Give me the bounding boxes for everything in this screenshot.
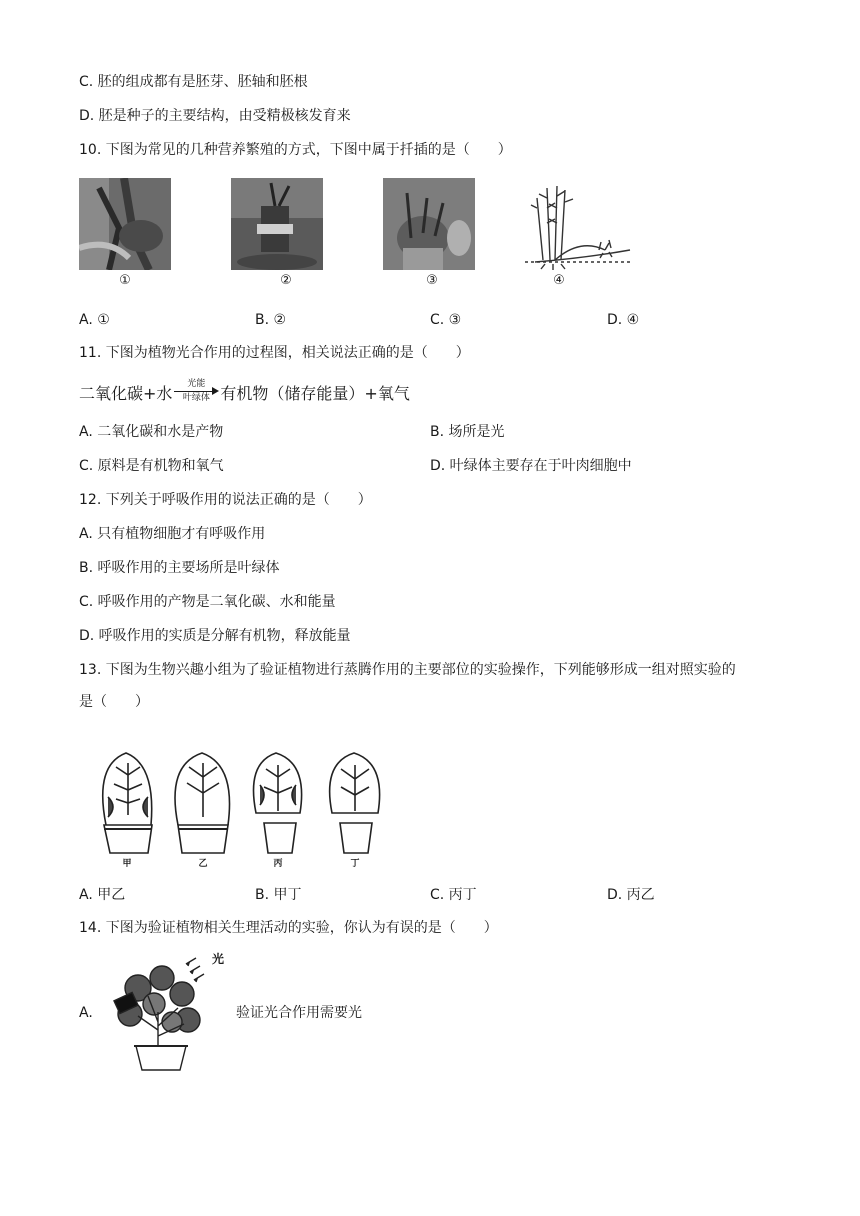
equation-arrow [174, 380, 218, 404]
q11-option-d[interactable]: D. 叶绿体主要存在于叶肉细胞中 [430, 458, 632, 474]
q10-option-a[interactable]: A. ① [79, 312, 110, 328]
propagation-photo-3 [383, 178, 475, 270]
q13-stem-line1: 13. 下图为生物兴趣小组为了验证植物进行蒸腾作用的主要部位的实验操作，下列能够形成一组对照实验的 [79, 662, 736, 678]
q10-caption-1: ① [119, 273, 131, 288]
q13-option-d[interactable]: D. 丙乙 [607, 887, 655, 903]
plant-label-jia: 甲 [122, 859, 132, 869]
q13-option-c[interactable]: C. 丙丁 [430, 887, 477, 903]
q10-caption-3: ③ [426, 273, 438, 288]
q11-option-b[interactable]: B. 场所是光 [430, 424, 505, 440]
q12-option-c[interactable]: C. 呼吸作用的产物是二氧化碳、水和能量 [79, 594, 336, 610]
arrow-condition-light: 光能 [187, 379, 206, 389]
equation-products: 有机物（储存能量）+氧气 [220, 383, 410, 403]
q14-option-a-text[interactable]: 验证光合作用需要光 [236, 1005, 362, 1021]
q10-caption-2: ② [280, 273, 292, 288]
q9-option-d: D. 胚是种子的主要结构，由受精极核发育来 [79, 108, 351, 124]
layering-drawing-4 [525, 178, 631, 270]
q14-stem: 14. 下图为验证植物相关生理活动的实验，你认为有误的是（ ） [79, 920, 498, 936]
light-label: 光 [211, 952, 224, 966]
q12-option-a[interactable]: A. 只有植物细胞才有呼吸作用 [79, 526, 266, 542]
q10-stem: 10. 下图为常见的几种营养繁殖的方式，下图中属于扦插的是（ ） [79, 142, 512, 158]
q10-option-c[interactable]: C. ③ [430, 312, 462, 328]
q10-option-b[interactable]: B. ② [255, 312, 287, 328]
transpiration-experiment-figure [96, 745, 396, 867]
q12-option-b[interactable]: B. 呼吸作用的主要场所是叶绿体 [79, 560, 280, 576]
q9-option-c: C. 胚的组成都有是胚芽、胚轴和胚根 [79, 74, 308, 90]
equation-reactants: 二氧化碳+水 [79, 383, 173, 403]
q13-stem-line2: 是（ ） [79, 694, 149, 710]
arrow-condition-chloroplast: 叶绿体 [182, 393, 210, 403]
plant-label-yi: 乙 [198, 859, 208, 869]
potted-plant-light-figure [108, 952, 232, 1074]
q11-option-c[interactable]: C. 原料是有机物和氧气 [79, 458, 224, 474]
plant-label-bing: 丙 [273, 859, 283, 869]
q11-option-a[interactable]: A. 二氧化碳和水是产物 [79, 424, 224, 440]
propagation-photo-1 [79, 178, 171, 270]
q14-option-a-letter[interactable]: A. [79, 1005, 93, 1021]
q10-caption-4: ④ [553, 273, 565, 288]
q13-option-a[interactable]: A. 甲乙 [79, 887, 126, 903]
q11-stem: 11. 下图为植物光合作用的过程图，相关说法正确的是（ ） [79, 345, 470, 361]
propagation-photo-2 [231, 178, 323, 270]
photosynthesis-equation [79, 380, 410, 404]
q10-option-d[interactable]: D. ④ [607, 312, 640, 328]
q12-stem: 12. 下列关于呼吸作用的说法正确的是（ ） [79, 492, 372, 508]
q12-option-d[interactable]: D. 呼吸作用的实质是分解有机物，释放能量 [79, 628, 351, 644]
q13-option-b[interactable]: B. 甲丁 [255, 887, 302, 903]
plant-label-ding: 丁 [350, 859, 360, 869]
